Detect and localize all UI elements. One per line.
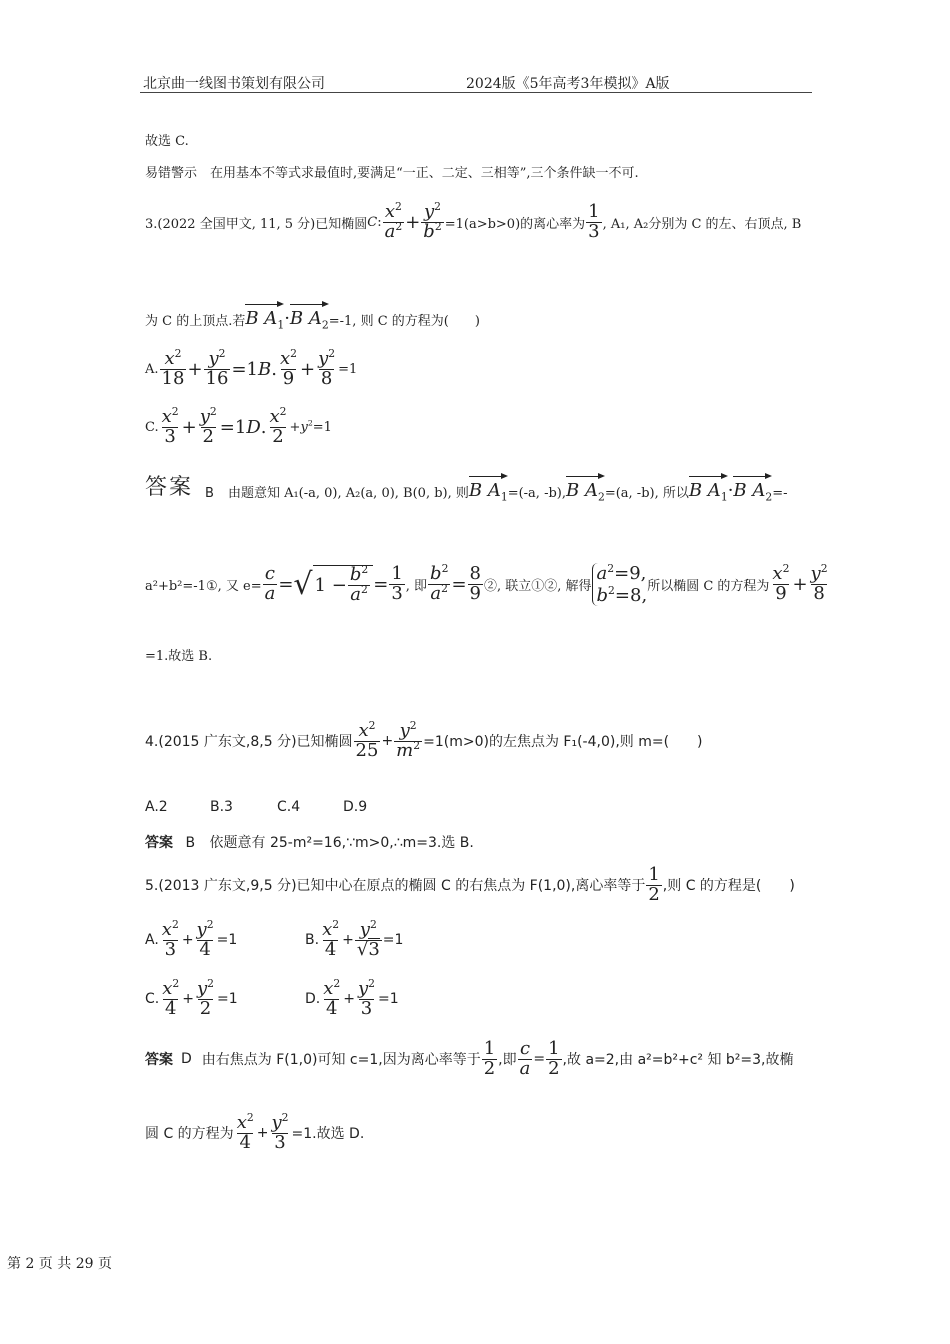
q5-option-a: A. $\frac{x^2}{3}$ + $\frac{y^2}{4}$ =1 <box>145 918 238 960</box>
q3-sol2-d: 所以椭圆 C 的方程为 <box>647 579 770 595</box>
footer-page-number: 第 2 页 共 29 页 <box>7 1256 112 1272</box>
q5-option-c: C. $\frac{x^2}{4}$ + $\frac{y^2}{2}$ =1 <box>145 977 238 1019</box>
header-right: 2024版《5年高考3年模拟》A版 <box>466 76 670 92</box>
q3-answer-label: 答案 <box>145 475 194 500</box>
q5-stem-a: 5.(2013 广东文,9,5 分)已知中心在原点的椭圆 C 的右焦点为 F(1,0),离心率等于 <box>145 878 646 895</box>
q3-options-ab: A. $\frac{x^2}{18}$ + $\frac{y^2}{16}$ =1 B . $\frac{x^2}{9}$ + $\frac{y^2}{8}$ =1 <box>145 347 358 389</box>
q5-opt-b-label: B. <box>305 932 320 949</box>
q3-answer-line-1: 答案 B 由题意知 A₁(-a, 0), A₂(a, 0), B(0, b), 则 B $A_1$ =(-a, -b), B $A_2$ =(a, -b), 所以 B $A_1$ · B $A_2$ =- <box>145 470 788 501</box>
q3-stem: 3.(2022 全国甲文, 11, 5 分)已知椭圆 C : $\frac{x^2}{a^2}$ + $\frac{y^2}{b^2}$ =1(a>b>0)的离心率为 $\frac{1}{3}$ , A₁, A₂分别为 C 的左、右顶点, B <box>145 200 802 242</box>
q3-sol2-b: , 即 <box>405 579 428 595</box>
q4-answer <box>145 832 474 852</box>
intro-line-2: 易错警示 在用基本不等式求最值时,要满足“一正、二定、三相等”,三个条件缺一不可. <box>145 166 639 181</box>
q3-sol1-d: =- <box>772 486 788 501</box>
intro-line-1: 故选 C. <box>145 134 189 149</box>
q4-option-b: B.3 <box>210 799 233 815</box>
q3-line2-b: =-1, 则 C 的方程为( ) <box>328 314 480 329</box>
q3-sol2-a: a²+b²=-1①, 又 e= <box>145 579 262 595</box>
q5-answer-choice: D <box>181 1051 192 1068</box>
q3-answer-line-3: =1.故选 B. <box>145 649 213 664</box>
q4-stem-a: 4.(2015 广东文,8,5 分)已知椭圆 <box>145 734 353 751</box>
q4-option-d: D.9 <box>343 799 368 815</box>
q5-sol2-a: 圆 C 的方程为 <box>145 1126 234 1143</box>
q5-opt-d-label: D. <box>305 991 321 1008</box>
q3-sol1-c: =(a, -b), 所以 <box>604 486 689 501</box>
q4-stem-b: =1(m>0)的左焦点为 F₁(-4,0),则 m=( ) <box>423 734 703 751</box>
q3-stem-c: , A₁, A₂分别为 C 的左、右顶点, B <box>602 216 802 232</box>
q4-option-c: C.4 <box>277 799 301 815</box>
q5-sol1-c: ,故 a=2,由 a²=b²+c² 知 b²=3,故椭 <box>562 1052 794 1069</box>
q5-sol1-b: ,即 <box>498 1052 517 1069</box>
q4-solution: 依题意有 25-m²=16,∵m>0,∴m=3.选 B. <box>209 835 474 851</box>
q3-answer-choice: B <box>205 486 214 501</box>
q3-options-cd: C. $\frac{x^2}{3}$ + $\frac{y^2}{2}$ =1 D . $\frac{x^2}{2}$ $+y^2=1$ <box>145 405 332 447</box>
q5-stem-b: ,则 C 的方程是( ) <box>662 878 795 895</box>
q3-stem-a: 3.(2022 全国甲文, 11, 5 分)已知椭圆 <box>145 216 368 232</box>
q3-sol2-c: ②, 联立①②, 解得 <box>483 579 592 595</box>
q3-stem-line-2: 为 C 的上顶点.若 B $A_1$ · B $A_2$ =-1, 则 C 的方程为( ) <box>145 302 480 329</box>
q5-sol2-b: =1.故选 D. <box>291 1126 365 1143</box>
q4-option-a: A.2 <box>145 799 168 815</box>
header-divider <box>140 92 812 93</box>
q5-opt-c-label: C. <box>145 991 160 1008</box>
header-left: 北京曲一线图书策划有限公司 <box>143 76 325 92</box>
q4-answer-label: 答案 <box>145 835 173 851</box>
q5-opt-a-label: A. <box>145 932 159 949</box>
q5-option-b: B. $\frac{x^2}{4}$ + $\frac{y^2}{√3}$ =1 <box>305 918 404 960</box>
q3-sol1-b: =(-a, -b), <box>507 486 566 501</box>
q5-answer-line-2: 圆 C 的方程为 $\frac{x^2}{4}$ + $\frac{y^2}{3}$ =1.故选 D. <box>145 1111 365 1153</box>
q4-answer-choice: B <box>185 835 196 851</box>
q3-opt-a-label: A. <box>145 361 159 377</box>
q4-stem: 4.(2015 广东文,8,5 分)已知椭圆 $\frac{x^2}{25}$ + $\frac{y^2}{m^2}$ =1(m>0)的左焦点为 F₁(-4,0),则 m=( ) <box>145 719 703 761</box>
q5-option-d: D. $\frac{x^2}{4}$ + $\frac{y^2}{3}$ =1 <box>305 977 399 1019</box>
q5-answer-line-1: 答案 D 由右焦点为 F(1,0)可知 c=1,因为离心率等于 $\frac{1}{2}$ ,即 $\frac{c}{a}$ = $\frac{1}{2}$ ,故 a=2,由 a²=b²+c² 知 b²=3,故椭 <box>145 1038 794 1079</box>
q5-stem: 5.(2013 广东文,9,5 分)已知中心在原点的椭圆 C 的右焦点为 F(1,0),离心率等于 $\frac{1}{2}$ ,则 C 的方程是( ) <box>145 864 795 905</box>
q3-answer-line-2: a²+b²=-1①, 又 e= $\frac{c}{a}$ = √ 1 − $\frac{b^2}{a^2}$ = $\frac{1}{3}$ , 即 $\frac{b^2}{a^2}$ = $\frac{8}{9}$ ②, 联立①②, 解得 $a^2=9$, $b^2=8$, 所以椭圆 C 的方程为 $\frac{x^2}{9}$ + $\frac{y^2}{8}$ <box>145 562 828 606</box>
q3-opt-c-label: C. <box>145 419 159 435</box>
q5-sol1-a: 由右焦点为 F(1,0)可知 c=1,因为离心率等于 <box>201 1052 481 1069</box>
q3-sol1-a: 由题意知 A₁(-a, 0), A₂(a, 0), B(0, b), 则 <box>227 486 469 501</box>
q3-line2-a: 为 C 的上顶点.若 <box>145 314 246 329</box>
q3-stem-b: =1(a>b>0)的离心率为 <box>444 216 586 232</box>
q5-answer-label: 答案 <box>145 1052 173 1069</box>
